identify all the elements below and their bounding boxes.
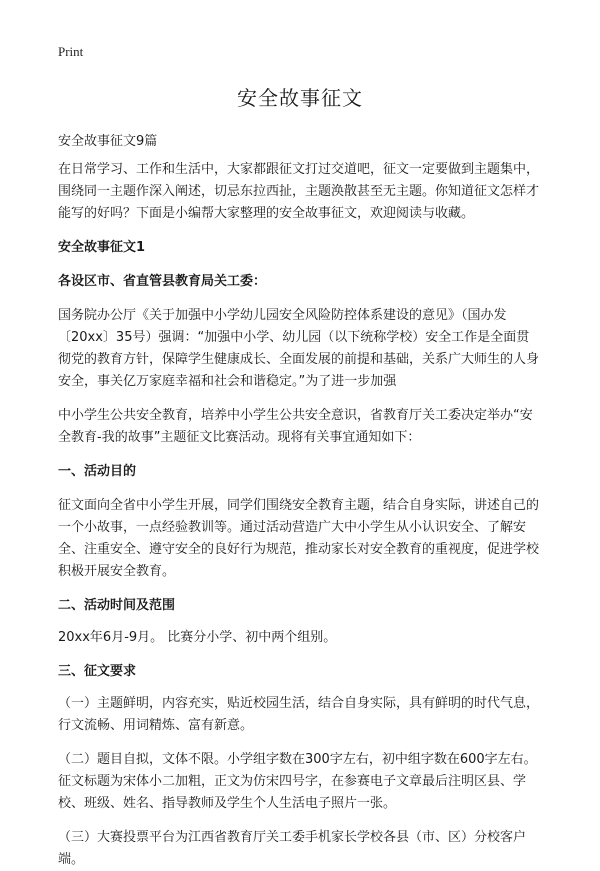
section-body-purpose: 征文面向全省中小学生开展，同学们围绕安全教育主题，结合自身实际，讲述自己的一个小故事，一点经验教训等。通过活动营造广大中小学生从小认识安全、了解安全、注重安全、遵守安全的良好行为规范，推动家长对安全教育的重视度，促进学校积极开展安全教育。	[58, 498, 540, 579]
addressee-line: 各设区市、省直管县教育局关工委：	[58, 274, 267, 289]
body-paragraph-2: 中小学生公共安全教育，培养中小学生公共安全意识，省教育厅关工委决定举办“安全教育-我的故事”主题征文比赛活动。现将有关事宜通知如下：	[58, 408, 533, 445]
section-body-time-scope: 20xx年6月-9月。 比赛分小学、初中两个组别。	[58, 630, 337, 645]
document-title: 安全故事征文	[237, 86, 363, 110]
body-paragraph-1: 国务院办公厅《关于加强中小学幼儿园安全风险防控体系建设的意见》（国办发〔20xx〕35号）强调：“加强中小学、幼儿园（以下统称学校）安全工作是全面贯彻党的教育方针，保障学生健康成长、全面发展的前提和基础，关系广大师生的人身安全，事关亿万家庭幸福和社会和谐稳定。”为了进一步加强	[58, 308, 540, 389]
requirement-item-1: （一）主题鲜明，内容充实，贴近校园生活，结合自身实际，具有鲜明的时代气息，行文流畅、用词精炼、富有新意。	[58, 696, 540, 733]
requirement-item-2: （二）题目自拟，文体不限。小学组字数在300字左右，初中组字数在600字左右。征文标题为宋体小二加粗，正文为仿宋四号字，在参赛电子文章最后注明区县、学校、班级、姓名、指导教师及学生个人生活电子照片一张。	[58, 752, 537, 811]
intro-paragraph: 在日常学习、工作和生活中，大家都跟征文打过交道吧，征文一定要做到主题集中，围绕同一主题作深入阐述，切忌东拉西扯，主题涣散甚至无主题。你知道征文怎样才能写的好吗？下面是小编帮大家整理的安全故事征文，欢迎阅读与收藏。	[58, 162, 540, 221]
requirement-item-3: （三）大赛投票平台为江西省教育厅关工委手机家长学校各县（市、区）分校客户端。	[58, 830, 527, 867]
section-heading-time-scope: 二、活动时间及范围	[58, 598, 176, 613]
section-heading-requirements: 三、征文要求	[58, 664, 137, 679]
print-link[interactable]: Print	[58, 44, 84, 59]
document-subtitle: 安全故事征文9篇	[58, 134, 158, 149]
section-heading-purpose: 一、活动目的	[58, 464, 137, 479]
essay-heading: 安全故事征文1	[58, 240, 146, 255]
